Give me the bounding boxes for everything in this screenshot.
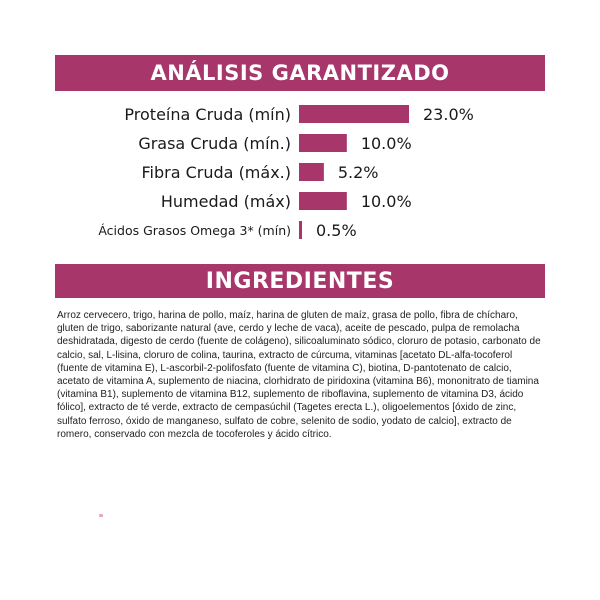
data-bar [299,105,409,123]
value-label: 10.0% [360,134,412,153]
value-label: 0.5% [316,221,357,240]
category-label: Humedad (máx) [160,192,291,211]
ingredients-section-header: INGREDIENTES [55,264,545,298]
analysis-section-header: ANÁLISIS GARANTIZADO [55,55,545,91]
guaranteed-analysis-chart [0,95,600,255]
category-label: Fibra Cruda (máx.) [141,163,291,182]
data-bar [299,163,324,181]
value-label: 5.2% [337,163,379,182]
category-label: Grasa Cruda (mín.) [138,134,291,153]
ingredients-list: Arroz cervecero, trigo, harina de pollo, maíz, harina de gluten de maíz, grasa de pollo, fibra de chícharo, gluten de trigo, saborizante natural (ave, cerdo y leche de vaca), aceite de pescado, pulpa de remolacha deshidratada, digesto de cerdo (fuente de colágeno), silicoaluminato sódico, cloruro de potasio, carbonato de calcio, sal, L-lisina, cloruro de colina, taurina, extracto de cúrcuma, vitaminas [acetato DL-alfa-tocoferol (fuente de vitamina E), L-ascorbil-2-polifosfato (fuente de vitamina C), biotina, D-pantotenato de calcio, acetato de vitamina A, suplemento de niacina, clorhidrato de piridoxina (vitamina B6), mononitrato de tiamina (vitamina B1), suplemento de vitamina B12, suplemento de riboflavina, suplemento de vitamina D3, ácido fólico], extracto de té verde, extracto de cempasúchil (Tagetes erecta L.), oligoelementos [óxido de zinc, sulfato ferroso, óxido de manganeso, sulfato de cobre, selenito de sodio, yodato de calcio], extracto de romero, conservado con mezcla de tocoferoles y ácido cítrico. [57,310,541,440]
decorative-mark [99,514,103,517]
value-label: 23.0% [423,105,474,124]
value-label: 10.0% [360,192,412,211]
data-bar [299,192,347,210]
category-label: Proteína Cruda (mín) [124,105,291,124]
data-bar [299,134,347,152]
data-bar [299,221,302,239]
category-label: Ácidos Grasos Omega 3* (mín) [98,223,291,238]
